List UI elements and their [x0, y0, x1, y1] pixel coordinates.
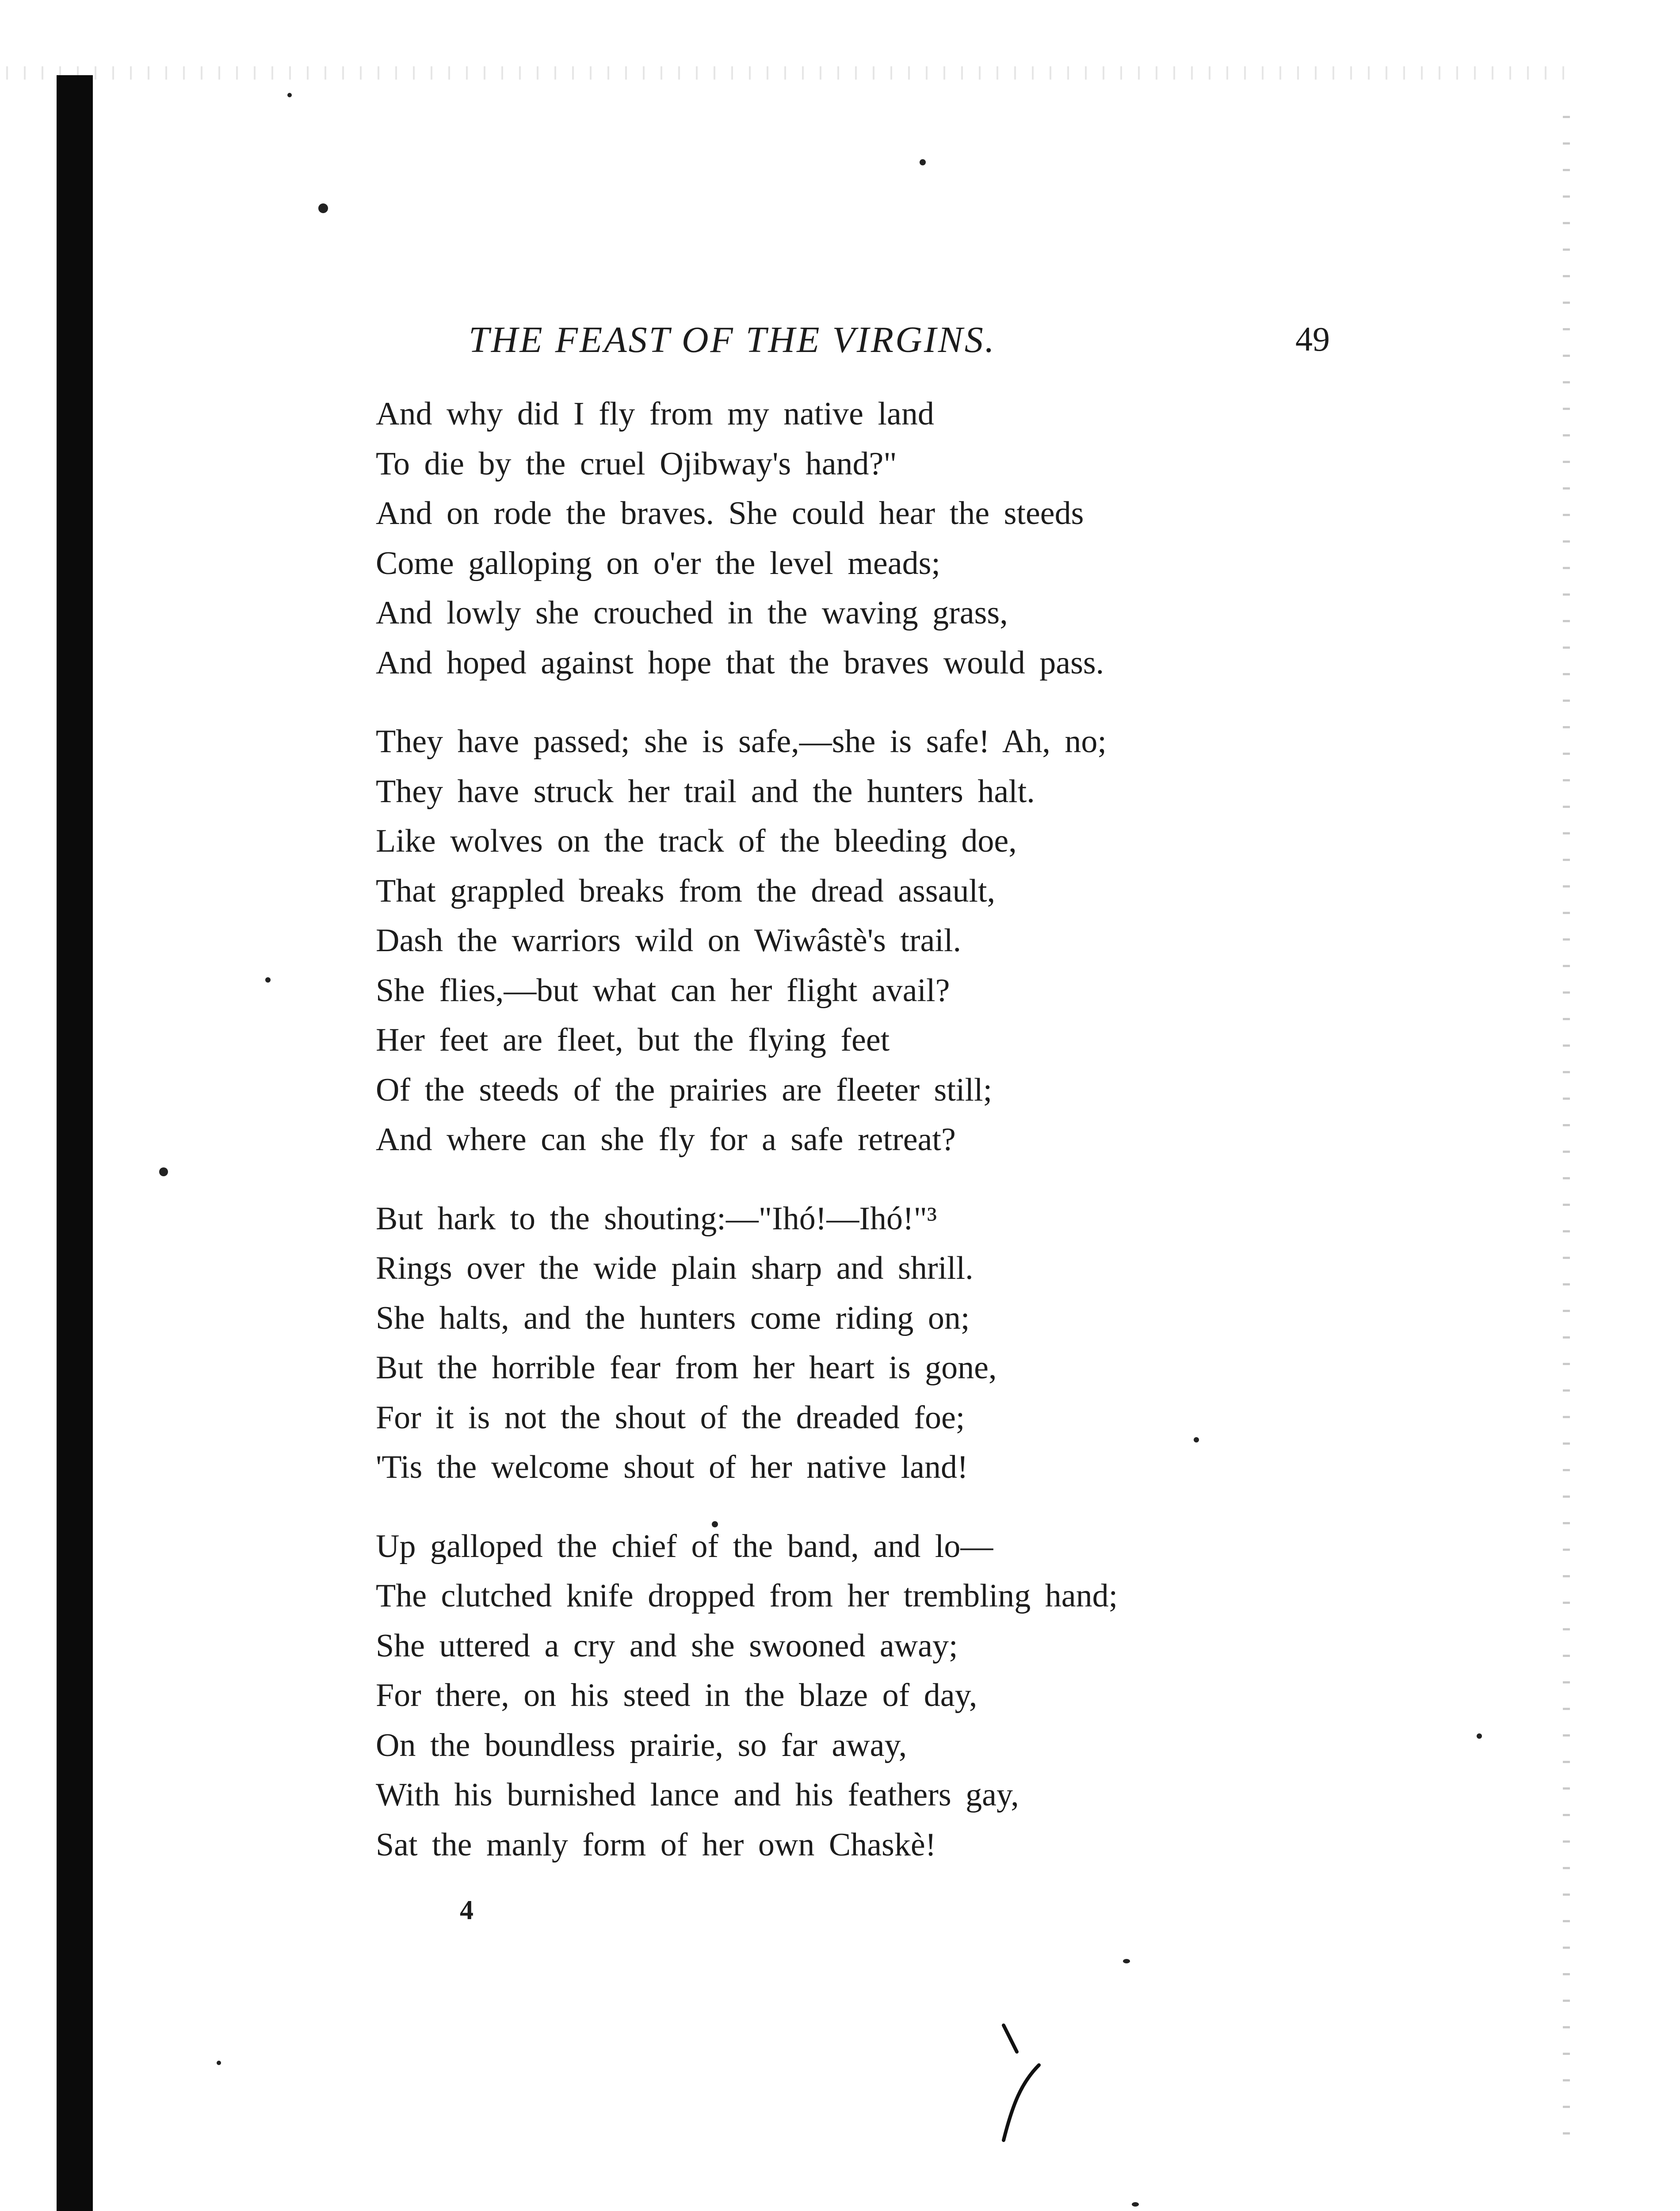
- poem-line: Like wolves on the track of the bleeding doe,: [376, 823, 1017, 859]
- poem-line: And on rode the braves. She could hear the steeds: [376, 495, 1084, 532]
- print-speck: [1477, 1733, 1482, 1739]
- print-speck: [920, 159, 926, 165]
- scan-noise-right: [1563, 106, 1570, 2140]
- poem-line: Her feet are fleet, but the flying feet: [376, 1022, 890, 1058]
- poem-line: Up galloped the chief of the band, and lo—: [376, 1528, 993, 1565]
- print-speck: [265, 977, 271, 983]
- poem-line: She flies,—but what can her flight avail?: [376, 972, 950, 1009]
- poem-text: [376, 389, 1304, 1899]
- poem-line: That grappled breaks from the dread assault,: [376, 872, 996, 909]
- poem-line: Rings over the wide plain sharp and shrill.: [376, 1250, 974, 1286]
- page-number: 49: [1295, 320, 1330, 358]
- poem-line: Of the steeds of the prairies are fleeter still;: [376, 1071, 993, 1108]
- pen-stroke-mark: [986, 2016, 1074, 2149]
- poem-line: She uttered a cry and she swooned away;: [376, 1627, 958, 1664]
- poem-line: For it is not the shout of the dreaded foe;: [376, 1399, 965, 1436]
- poem-line: They have passed; she is safe,—she is safe! Ah, no;: [376, 723, 1107, 760]
- poem-line: For there, on his steed in the blaze of day,: [376, 1677, 977, 1714]
- print-speck: [159, 1167, 168, 1176]
- poem-line: And where can she fly for a safe retreat?: [376, 1121, 956, 1158]
- poem-line: Sat the manly form of her own Chaskè!: [376, 1826, 936, 1863]
- print-speck: [217, 2061, 221, 2065]
- poem-line: Come galloping on o'er the level meads;: [376, 545, 940, 581]
- scan-noise-top: [0, 66, 1574, 80]
- poem-line: She halts, and the hunters come riding on;: [376, 1300, 970, 1336]
- poem-line: They have struck her trail and the hunters halt.: [376, 773, 1035, 810]
- poem-line: To die by the cruel Ojibway's hand?": [376, 445, 897, 482]
- print-speck: [1132, 2202, 1139, 2207]
- poem-line: And why did I fly from my native land: [376, 396, 934, 432]
- stanza: [376, 1522, 1304, 1870]
- poem-line: Dash the warriors wild on Wiwâstè's trail.: [376, 922, 962, 959]
- print-speck: [287, 93, 292, 97]
- poem-line: 'Tis the welcome shout of her native land!: [376, 1449, 968, 1485]
- stanza: [376, 1194, 1304, 1492]
- poem-line: On the boundless prairie, so far away,: [376, 1727, 907, 1763]
- print-speck: [318, 203, 328, 213]
- binding-edge: [57, 75, 93, 2211]
- stanza: [376, 389, 1304, 688]
- signature-mark: 4: [460, 1895, 473, 1925]
- print-speck: [1123, 1959, 1130, 1963]
- running-head: THE FEAST OF THE VIRGINS.: [469, 319, 996, 360]
- poem-line: With his burnished lance and his feathers gay,: [376, 1777, 1019, 1813]
- poem-line: The clutched knife dropped from her trembling hand;: [376, 1578, 1118, 1614]
- poem-line: And hoped against hope that the braves would pass.: [376, 644, 1104, 681]
- poem-line: And lowly she crouched in the waving grass,: [376, 595, 1008, 631]
- poem-line: But the horrible fear from her heart is gone,: [376, 1350, 997, 1386]
- poem-line: But hark to the shouting:—"Ihó!—Ihó!"³: [376, 1200, 937, 1237]
- stanza: [376, 717, 1304, 1165]
